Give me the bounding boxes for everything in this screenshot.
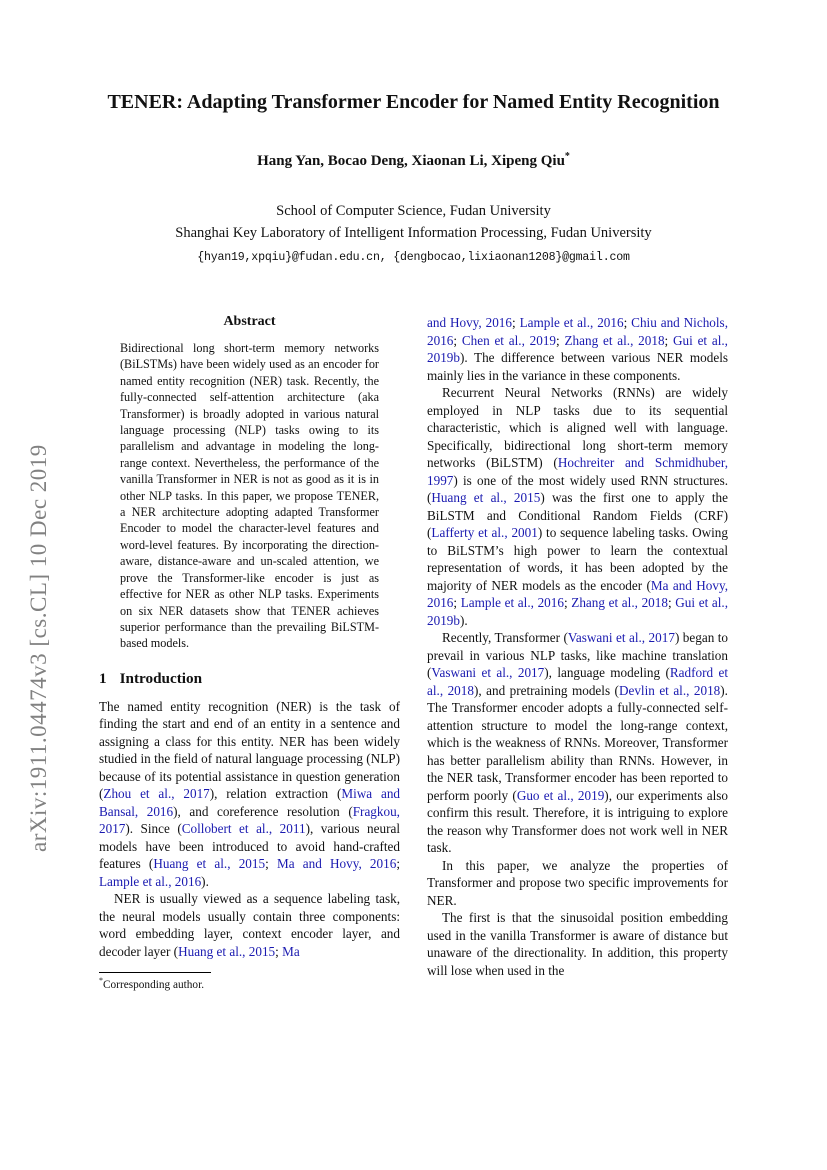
text-run: ). [201, 873, 209, 889]
citation-link[interactable]: Huang et al., 2015 [153, 856, 266, 872]
citation-link[interactable]: Hochreiter and Schmidhuber, 1997 [427, 455, 729, 488]
paragraph [427, 384, 728, 629]
text-run: ). The difference between various NER models mainly lies in the variance in these components. [427, 350, 728, 383]
text-run: ) was the first one to apply the BiLSTM and Conditional Random Fields (CRF) ( [427, 490, 728, 540]
citation-link[interactable]: Zhang et al., 2018 [571, 595, 668, 610]
paragraph [427, 629, 728, 857]
footnote-marker: * [99, 976, 103, 986]
citation-link[interactable]: Vaswani et al., 2017 [567, 630, 675, 645]
citation-link[interactable]: Lample et al., 2016 [519, 315, 624, 330]
citation-link[interactable]: Ma [282, 943, 300, 959]
citation-link[interactable]: Miwa and Bansal, 2016 [99, 786, 401, 819]
text-run: Recently, Transformer ( [442, 630, 568, 645]
text-run: ), our experiments also confirm this result. Therefore, it is intriguing to explore the reason why Transformer does not work well in NER task. [427, 787, 729, 855]
text-run: Recurrent Neural Networks (RNNs) are widely employed in NLP tasks due to its sequential characteristic, which is aligned well with language. Specifically, bidirectional long short-term memory networks (BiLSTM) ( [427, 385, 728, 470]
affiliation-line-2: Shanghai Key Laboratory of Intelligent Information Processing, Fudan University [175, 225, 652, 241]
paragraph [427, 909, 728, 979]
section-number: 1 [99, 669, 107, 687]
two-column-body [99, 314, 728, 991]
text-run: ; [563, 595, 572, 610]
text-run: The first is that the sinusoidal position embedding used in the vanilla Transformer is aware of distance but unaware of the directionality. In addition, this property will lose when used in the [427, 910, 728, 978]
text-run: ), relation extraction ( [209, 786, 342, 802]
citation-link[interactable]: Ma and Hovy, 2016 [276, 856, 397, 872]
citation-link[interactable]: Zhang et al., 2018 [564, 332, 665, 348]
text-run: NER is usually viewed as a sequence labeling task, the neural models usually contain three components: word embedding layer, context encoder layer, and decoder layer ( [99, 891, 400, 959]
paragraph [427, 314, 728, 384]
right-column [427, 314, 728, 991]
citation-link[interactable]: Guo et al., 2019 [516, 787, 605, 803]
citation-link[interactable]: Devlin et al., 2018 [618, 682, 721, 698]
citation-link[interactable]: Gui et al., 2019b [427, 332, 728, 365]
footnote-text: Corresponding author. [103, 978, 205, 991]
section-heading-introduction [99, 670, 400, 688]
citation-link[interactable]: Ma and Hovy, 2016 [427, 577, 728, 610]
text-run: ; [664, 332, 673, 348]
text-run: ) is one of the most widely used RNN structures. ( [427, 472, 728, 505]
text-run: ). [459, 612, 468, 628]
text-run: ; [667, 595, 676, 610]
text-run: ), language modeling ( [544, 665, 670, 680]
paragraph [427, 857, 728, 910]
citation-link[interactable]: Chiu and Nichols, 2016 [427, 315, 728, 348]
citation-link[interactable]: Huang et al., 2015 [431, 490, 541, 505]
citation-link[interactable]: Radford et al., 2018 [427, 665, 729, 698]
text-run: The named entity recognition (NER) is the task of finding the start and end of an entity in a sentence and assigning a class for this entity. NER has been widely studied in the field of natural language processing (NLP) because of its potential assistance in question generation ( [99, 698, 400, 802]
paper-title: TENER: Adapting Transformer Encoder for Named Entity Recognition [107, 91, 720, 113]
author-note-marker: * [564, 151, 570, 162]
authors-text: Hang Yan, Bocao Deng, Xiaonan Li, Xipeng Qiu [257, 153, 565, 169]
abstract-text: Bidirectional long short-term memory networks (BiLSTMs) have been widely used as an encoder for named entity recognition (NER) task. Recently, the fully-connected self-attention architecture (aka Transformer) is broadly adopted in various natural language processing (NLP) tasks owing to its parallelism and advantage in modeling the long-range context. Nevertheless, the performance of the vanilla Transformer in NER is not as good as it is in other NLP tasks. In this paper, we propose TENER, a NER architecture adopting adapted Transformer Encoder to model the character-level features and word-level features. By incorporating the direction-aware, distance-aware and un-scaled attention, we prove the Transformer-like encoder is just as effective for NER as other NLP tasks. Experiments on six NER datasets show that TENER achieves superior performance than the prevailing BiLSTM-based models. [120, 341, 379, 651]
affiliations-block [99, 200, 728, 244]
left-column [99, 314, 400, 991]
text-run: ; [511, 315, 520, 330]
paragraph [99, 890, 400, 960]
abstract-heading: Abstract [223, 314, 276, 329]
text-run: ) to sequence labeling tasks. Owing to BiLSTM’s high power to learn the contextual representation of words, it has been adopted by the majority of NER models as the encoder ( [427, 525, 728, 593]
authors-line [99, 151, 728, 170]
citation-link[interactable]: Collobert et al., 2011 [181, 821, 306, 837]
text-run: ; [623, 315, 632, 330]
text-run: ; [453, 332, 462, 348]
emails-line: {hyan19,xpqiu}@fudan.edu.cn, {dengbocao,lixiaonan1208}@gmail.com [197, 251, 630, 264]
text-run: ; [275, 943, 283, 959]
citation-link[interactable]: Lafferty et al., 2001 [431, 525, 538, 540]
citation-link[interactable]: Gui et al., 2019b [427, 595, 729, 628]
citation-link[interactable]: Vaswani et al., 2017 [431, 665, 545, 680]
arxiv-watermark: arXiv:1911.04474v3 [cs.CL] 10 Dec 2019 [26, 444, 51, 852]
citation-link[interactable]: Fragkou, 2017 [99, 803, 400, 837]
text-run: ; [556, 332, 565, 348]
text-run: ; [265, 856, 277, 872]
text-run: In this paper, we analyze the properties of Transformer and propose two specific improvements for NER. [427, 857, 728, 908]
text-run: ), and pretraining models ( [473, 682, 619, 698]
citation-link[interactable]: and Hovy, 2016 [427, 315, 512, 330]
text-run: ; [396, 856, 400, 872]
affiliation-line-1: School of Computer Science, Fudan University [276, 203, 551, 219]
citation-link[interactable]: Chen et al., 2019 [461, 332, 557, 348]
citation-link[interactable]: Zhou et al., 2017 [103, 786, 210, 802]
text-run: ), and coreference resolution ( [173, 803, 353, 819]
text-run: ), various neural models have been introduced to avoid hand-crafted features ( [99, 821, 401, 872]
citation-link[interactable]: Lample et al., 2016 [99, 873, 202, 889]
paragraph [99, 698, 400, 891]
text-run: ). Since ( [125, 821, 182, 837]
text-run: ) began to prevail in various NLP tasks, like machine translation ( [427, 630, 729, 680]
section-title: Introduction [119, 669, 203, 687]
text-run: ). The Transformer encoder adopts a fully-connected self-attention structure to model the long-range context, which is the weakness of RNNs. Moreover, Transformer has better parallelism ability than RNNs. However, in the NER task, Transformer encoder has been reported to perform poorly ( [427, 682, 728, 803]
citation-link[interactable]: Huang et al., 2015 [178, 943, 276, 959]
text-run: ; [453, 595, 461, 610]
footnote [99, 972, 400, 991]
citation-link[interactable]: Lample et al., 2016 [460, 595, 564, 610]
